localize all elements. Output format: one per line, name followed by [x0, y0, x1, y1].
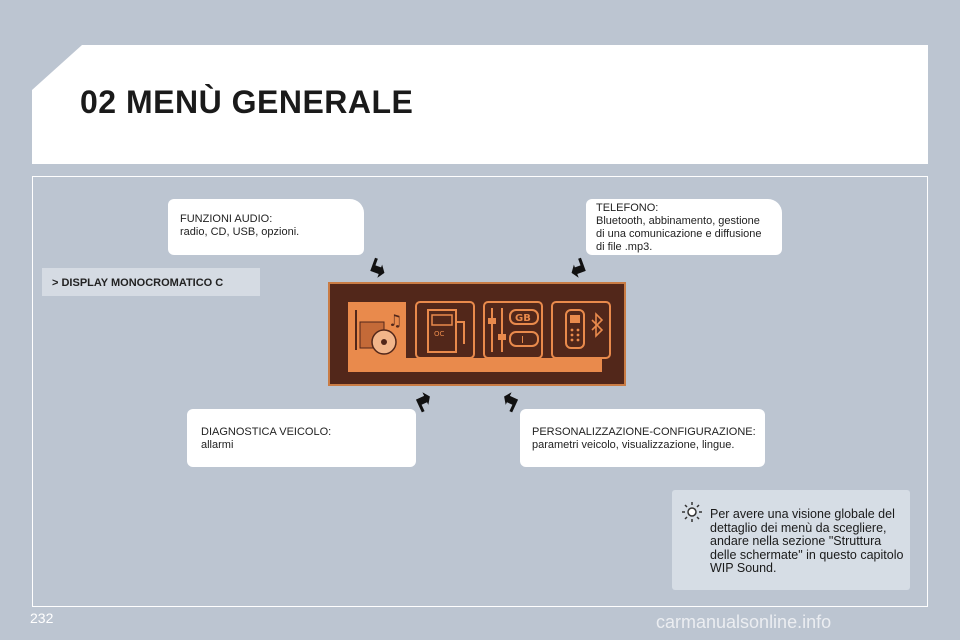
telephone-callout-title: TELEFONO: — [596, 202, 659, 214]
watermark: carmanualsonline.info — [656, 612, 832, 632]
personalization-callout — [520, 409, 765, 467]
diagnostics-callout-title: DIAGNOSTICA VEICOLO: — [201, 426, 332, 438]
audio-callout-title: FUNZIONI AUDIO: — [180, 213, 273, 225]
monochrome-display — [328, 282, 626, 386]
diagnostics-callout — [187, 409, 416, 467]
telephone-callout-text-3: di file .mp3. — [596, 241, 653, 253]
audio-functions-callout — [168, 199, 364, 255]
arrow-up-left-icon — [500, 392, 522, 414]
audio-icon — [348, 302, 406, 358]
section-tag: > DISPLAY MONOCROMATICO C — [42, 268, 260, 296]
audio-callout-text: radio, CD, USB, opzioni. — [180, 226, 300, 238]
arrow-down-left-icon — [568, 256, 590, 278]
telephone-callout-text-1: Bluetooth, abbinamento, gestione — [596, 215, 760, 227]
display-base-bar — [348, 358, 602, 372]
diagnostics-callout-text: allarmi — [201, 439, 234, 451]
gb-label: GB — [515, 313, 531, 324]
phone-icon — [552, 302, 610, 358]
telephone-callout — [586, 199, 782, 255]
page-title: 02 MENÙ GENERALE — [80, 84, 414, 120]
i-label: I — [521, 335, 524, 346]
personalization-callout-text: parametri veicolo, visualizzazione, lingue. — [532, 439, 735, 451]
arrow-down-right-icon — [366, 256, 388, 278]
sun-icon — [680, 500, 704, 524]
telephone-callout-text-2: di una comunicazione e diffusione — [596, 228, 762, 240]
personalization-callout-title: PERSONALIZZAZIONE-CONFIGURAZIONE: — [532, 426, 756, 438]
oc-label: OC — [434, 330, 445, 338]
diagnostic-icon — [416, 302, 474, 358]
settings-icon — [484, 302, 542, 358]
arrow-up-right-icon — [412, 392, 434, 414]
tip-box — [672, 490, 910, 590]
page-number: 232 — [30, 610, 54, 626]
svg-text:♫: ♫ — [388, 311, 403, 330]
tip-text: Per avere una visione globale del dettaglio dei menù da scegliere, andare nella sezione "Struttura delle schermate" in questo capitolo WIP Sound. — [710, 507, 904, 575]
